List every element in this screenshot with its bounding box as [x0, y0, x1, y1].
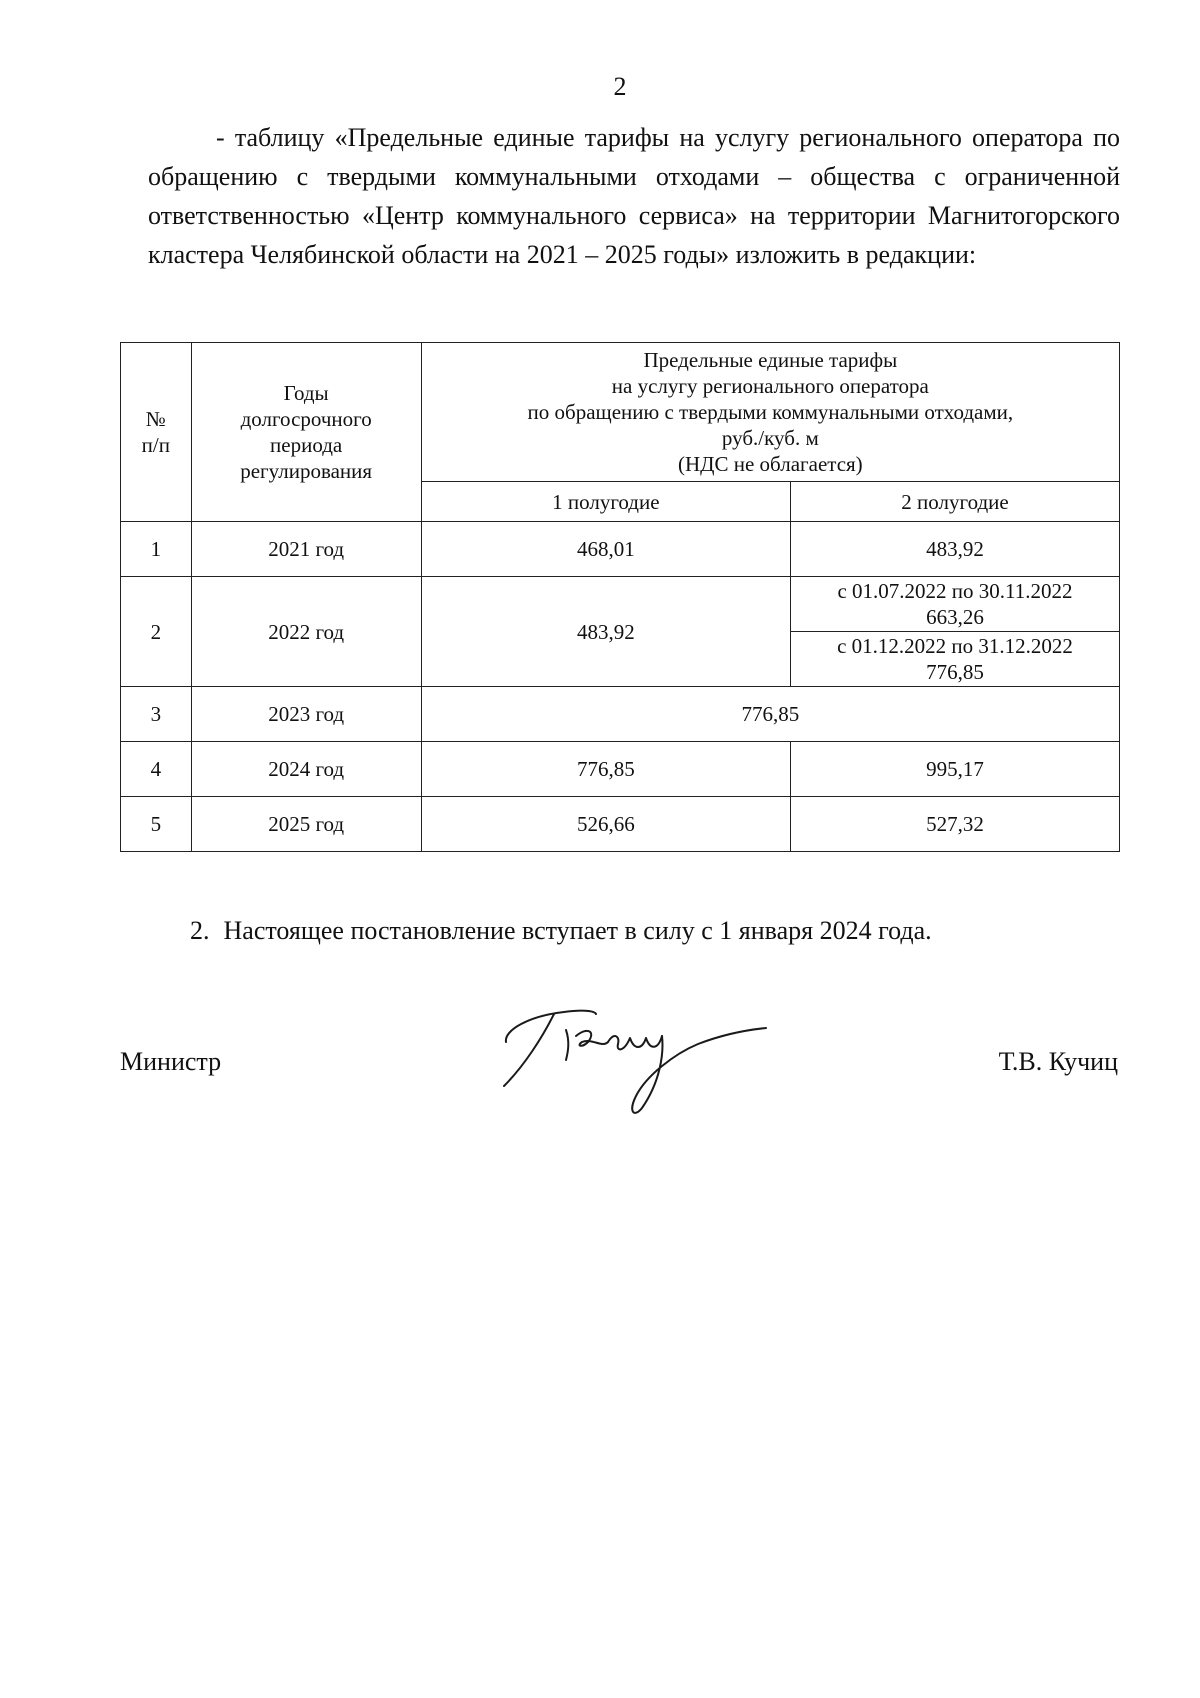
row-half-2-period-b [791, 632, 1120, 687]
row-num: 3 [121, 687, 192, 742]
signatory-position: Министр [120, 1047, 222, 1076]
row-merged-value: 776,85 [421, 687, 1119, 742]
row-half-1: 776,85 [421, 742, 790, 797]
signatory-name: Т.В. Кучиц [998, 1047, 1118, 1076]
row-year: 2022 год [191, 577, 421, 687]
clause-2 [190, 916, 932, 946]
intro-line-3: с ограниченной ответственностью «Центр коммунального сервиса» [148, 162, 1120, 230]
clause-number: 2. [190, 916, 210, 945]
table-row [121, 522, 1120, 577]
header-half-1: 1 полугодие [421, 482, 790, 522]
intro-line-5: годы» изложить в редакции: [663, 240, 977, 269]
row-year: 2023 год [191, 687, 421, 742]
intro-paragraph [148, 118, 1120, 274]
row-half-2: 483,92 [791, 522, 1120, 577]
row-half-1: 468,01 [421, 522, 790, 577]
header-years-line-2: долгосрочного [240, 407, 372, 431]
intro-line-4: на территории Магнитогорского кластера Челябинской области на 2021 – 2025 [148, 201, 1120, 269]
row-num: 2 [121, 577, 192, 687]
header-years [191, 343, 421, 522]
header-tariff-line-4: руб./куб. м [721, 426, 819, 450]
header-num-line-1: № [145, 407, 166, 431]
table-row [121, 797, 1120, 852]
handwritten-signature [484, 990, 784, 1125]
tariff-table [120, 342, 1120, 852]
period-a-dates: с 01.07.2022 по 30.11.2022 [837, 579, 1073, 603]
row-half-1: 483,92 [421, 577, 790, 687]
row-year: 2021 год [191, 522, 421, 577]
table-row [121, 687, 1120, 742]
table-header-row [121, 343, 1120, 482]
row-year: 2024 год [191, 742, 421, 797]
table-row [121, 742, 1120, 797]
header-num [121, 343, 192, 522]
header-tariff-line-2: на услугу регионального оператора [611, 374, 929, 398]
header-years-line-1: Годы [283, 381, 329, 405]
header-tariff-line-3: по обращению с твердыми коммунальными отходами, [527, 400, 1014, 424]
header-years-line-4: регулирования [240, 459, 373, 483]
header-half-2: 2 полугодие [791, 482, 1120, 522]
period-a-value: 663,26 [926, 605, 984, 629]
period-b-value: 776,85 [926, 660, 984, 684]
row-half-2-period-a [791, 577, 1120, 632]
clause-text: Настоящее постановление вступает в силу с 1 января 2024 года. [223, 916, 932, 945]
row-num: 4 [121, 742, 192, 797]
row-num: 1 [121, 522, 192, 577]
header-tariff-line-5: (НДС не облагается) [678, 452, 863, 476]
period-b-dates: с 01.12.2022 по 31.12.2022 [837, 634, 1073, 658]
row-year: 2025 год [191, 797, 421, 852]
intro-line-1: - таблицу «Предельные единые тарифы на услугу регионального [216, 123, 962, 152]
row-half-2: 527,32 [791, 797, 1120, 852]
header-tariff [421, 343, 1119, 482]
row-half-1: 526,66 [421, 797, 790, 852]
page-number: 2 [613, 72, 627, 101]
header-tariff-line-1: Предельные единые тарифы [643, 348, 898, 372]
table-row [121, 577, 1120, 632]
row-half-2: 995,17 [791, 742, 1120, 797]
row-num: 5 [121, 797, 192, 852]
intro-line-2: оператора по обращению с твердыми коммунальными отходами – общества [148, 123, 1120, 191]
header-years-line-3: периода [270, 433, 343, 457]
header-num-line-2: п/п [141, 433, 170, 457]
